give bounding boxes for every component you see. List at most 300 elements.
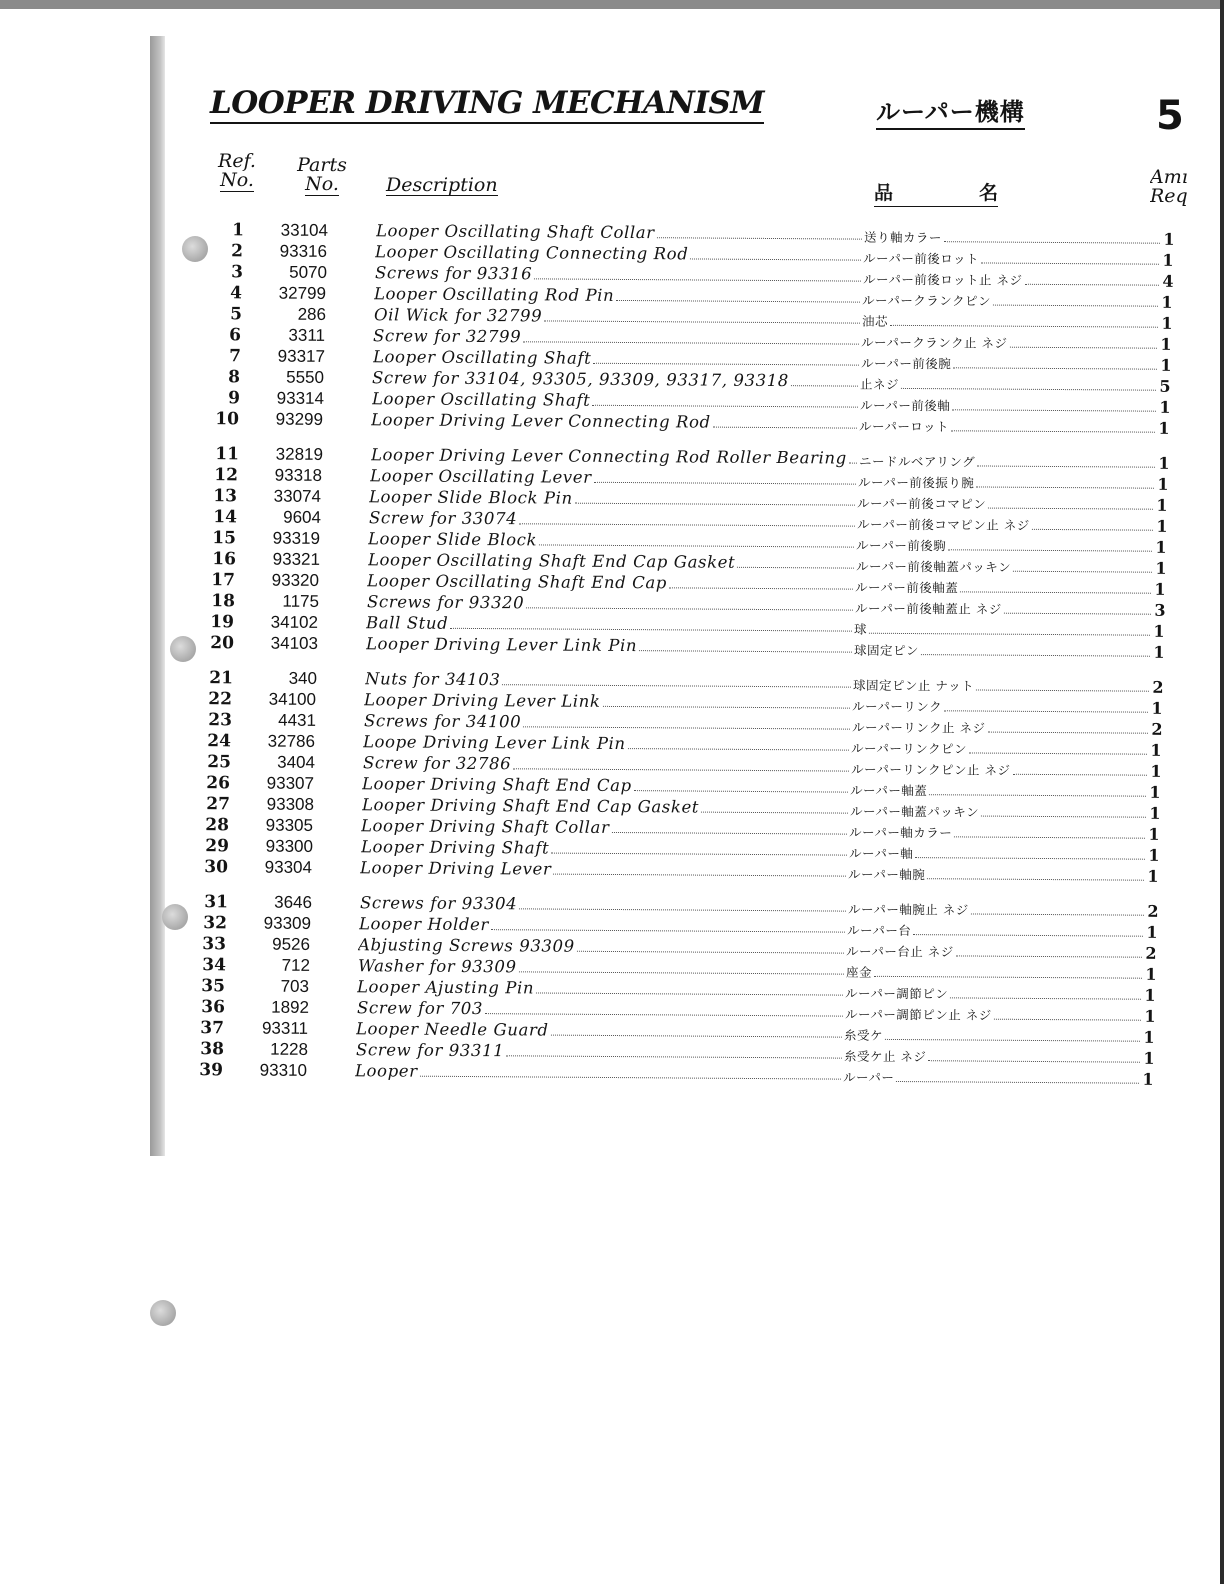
part-number: 4431 — [278, 710, 316, 730]
part-description-text: Looper Driving Lever Connecting Rod — [370, 410, 711, 432]
part-japanese-name — [864, 228, 1162, 248]
part-description — [374, 284, 862, 307]
part-description-text: Screw for 32799 — [373, 326, 522, 347]
part-description — [375, 263, 863, 286]
part-japanese-name-text: ルーパーリンク止 ネジ — [851, 719, 986, 736]
part-description-text: Looper Driving Lever Connecting Rod Roller Bearing — [370, 445, 847, 468]
page-number: 5 — [1156, 93, 1184, 139]
part-description — [358, 935, 846, 958]
part-description-text: Looper — [355, 1061, 418, 1081]
leader-dots — [944, 241, 1160, 244]
part-number: 93314 — [276, 388, 324, 408]
part-japanese-name-text: ルーパー軸腕 — [847, 866, 926, 883]
ref-number: 31 — [203, 892, 228, 913]
part-description-text: Screw for 33104, 93305, 93309, 93317, 93318 — [372, 368, 790, 391]
leader-dots — [961, 591, 1152, 593]
leader-dots — [970, 913, 1143, 915]
part-description — [369, 487, 857, 510]
quantity-required: 2 — [1152, 677, 1164, 697]
part-number: 34100 — [269, 689, 317, 709]
column-header-jp-char-2: 名 — [978, 182, 998, 204]
part-number: 93300 — [265, 836, 313, 856]
part-description-text: Looper Driving Lever Link — [364, 690, 602, 711]
part-description — [363, 753, 851, 776]
part-description-text: Screws for 34100 — [363, 711, 522, 732]
ref-number: 7 — [228, 346, 241, 367]
part-number: 5550 — [286, 367, 325, 387]
quantity-required: 1 — [1142, 1048, 1155, 1068]
leader-dots — [534, 278, 861, 281]
quantity-required: 1 — [1163, 229, 1175, 249]
leader-dots — [896, 1081, 1139, 1084]
part-number: 340 — [288, 668, 318, 688]
quantity-required: 1 — [1153, 621, 1165, 641]
part-japanese-name — [857, 515, 1155, 535]
ref-number: 10 — [215, 409, 240, 430]
part-japanese-name-text: ルーパー前後軸蓋止 ネジ — [854, 600, 1002, 617]
part-japanese-name — [862, 291, 1160, 311]
quantity-required: 1 — [1155, 537, 1167, 557]
part-description-text: Screw for 703 — [356, 998, 483, 1019]
part-japanese-name-text: ルーパークランク止 ネジ — [861, 334, 1008, 351]
quantity-required: 1 — [1155, 558, 1167, 578]
column-header-parts-no — [292, 156, 352, 194]
ref-number: 4 — [230, 283, 243, 304]
part-description-text: Looper Driving Lever Link Pin — [365, 634, 637, 656]
leader-dots — [890, 325, 1158, 328]
part-number: 93317 — [277, 346, 325, 366]
part-number: 34103 — [270, 633, 318, 653]
part-number: 3311 — [288, 325, 326, 345]
leader-dots — [930, 794, 1147, 797]
part-description — [359, 914, 847, 937]
column-header-ref-line2: No. — [220, 169, 254, 191]
quantity-required: 1 — [1161, 313, 1173, 333]
part-number: 93305 — [265, 815, 314, 835]
part-japanese-name-text: ルーパー前後振り腕 — [857, 474, 975, 491]
part-japanese-name — [850, 781, 1148, 801]
part-description — [362, 795, 850, 818]
ref-number: 5 — [229, 304, 242, 325]
leader-dots — [592, 405, 858, 408]
part-japanese-name-text: 球固定ピン止 ナット — [852, 677, 975, 694]
quantity-required: 1 — [1152, 642, 1165, 662]
part-description — [366, 613, 854, 636]
part-description — [356, 1019, 844, 1042]
part-japanese-name-text: ルーパー調節ピン — [845, 985, 949, 1002]
part-japanese-name-text: ルーパークランクピン — [862, 292, 992, 309]
leader-dots — [628, 748, 849, 751]
part-description — [355, 1061, 843, 1084]
leader-dots — [869, 633, 1150, 636]
ref-number: 27 — [205, 794, 230, 815]
part-number: 93299 — [275, 409, 324, 429]
leader-dots — [539, 544, 854, 547]
leader-dots — [945, 710, 1149, 712]
ref-number: 8 — [228, 367, 241, 388]
part-description — [359, 893, 847, 916]
part-description-text: Looper Slide Block Pin — [369, 487, 574, 508]
part-description-text: Screws for 93316 — [374, 263, 533, 284]
quantity-required: 1 — [1144, 1006, 1156, 1026]
leader-dots — [518, 971, 843, 974]
part-description-text: Looper Driving Shaft End Cap — [362, 774, 633, 796]
leader-dots — [874, 976, 1142, 979]
part-number: 34102 — [270, 612, 319, 632]
leader-dots — [989, 508, 1154, 510]
part-description-text: Looper Oscillating Shaft End Cap — [367, 571, 668, 593]
quantity-required: 1 — [1154, 579, 1166, 599]
part-description — [375, 242, 863, 265]
quantity-required: 1 — [1144, 985, 1156, 1005]
part-description — [356, 1040, 844, 1063]
part-description — [364, 690, 852, 713]
quantity-required: 1 — [1156, 516, 1168, 536]
part-description — [369, 508, 857, 531]
part-number: 9604 — [282, 507, 321, 527]
leader-dots — [920, 654, 1149, 657]
part-number: 712 — [281, 955, 310, 975]
quantity-required: 1 — [1150, 740, 1162, 760]
ref-number: 36 — [201, 997, 225, 1018]
leader-dots — [701, 812, 848, 814]
ref-number: 17 — [211, 570, 236, 591]
part-description — [370, 445, 858, 468]
part-japanese-name-text: ルーパー軸蓋 — [850, 782, 928, 799]
leader-dots — [491, 929, 845, 932]
leader-dots — [956, 955, 1142, 957]
leader-dots — [502, 684, 851, 687]
quantity-required: 2 — [1145, 943, 1157, 963]
part-description — [371, 410, 859, 433]
part-japanese-name — [849, 823, 1147, 843]
ref-number: 11 — [214, 444, 239, 465]
part-number: 93318 — [274, 465, 323, 485]
part-japanese-name-text: ルーパー前後駒 — [856, 537, 947, 554]
part-description — [358, 956, 846, 979]
part-description — [364, 711, 852, 734]
part-number: 33074 — [274, 486, 322, 506]
ref-number: 2 — [231, 241, 244, 262]
ref-number: 3 — [230, 262, 243, 283]
part-description-text: Abjusting Screws 93309 — [358, 935, 576, 956]
quantity-required: 1 — [1148, 824, 1160, 844]
leader-dots — [603, 706, 850, 709]
part-number: 93304 — [264, 857, 313, 877]
leader-dots — [1003, 613, 1150, 615]
part-description — [376, 221, 864, 244]
part-japanese-name-text: ルーパーリンクピン止 ネジ — [850, 761, 1011, 778]
part-description-text: Looper Oscillating Connecting Rod — [375, 242, 689, 264]
leader-dots — [969, 752, 1147, 754]
leader-dots — [976, 689, 1149, 691]
part-japanese-name — [855, 599, 1153, 619]
part-description — [372, 389, 860, 412]
quantity-required: 2 — [1151, 719, 1163, 739]
scan-edge-right — [1220, 0, 1224, 1584]
leader-dots — [713, 427, 857, 429]
part-japanese-name-text: ルーパーリンクピン — [851, 740, 968, 757]
part-japanese-name — [846, 963, 1144, 983]
ref-number: 24 — [207, 731, 232, 752]
part-description-text: Looper Oscillating Shaft Collar — [375, 221, 655, 243]
column-header-ref-no — [212, 152, 262, 190]
part-number: 33104 — [280, 220, 329, 240]
quantity-required: 1 — [1147, 845, 1160, 865]
column-header-amount-required — [1150, 168, 1190, 206]
part-description-text: Nuts for 34103 — [364, 669, 501, 690]
ref-number: 23 — [208, 710, 232, 731]
part-japanese-name — [859, 417, 1157, 437]
ref-number: 19 — [210, 612, 235, 633]
leader-dots — [634, 790, 848, 792]
part-number: 93311 — [262, 1018, 309, 1038]
part-japanese-name-text: ルーパーロット — [858, 418, 950, 435]
leader-dots — [639, 650, 852, 652]
part-japanese-name — [858, 452, 1156, 472]
leader-dots — [791, 385, 858, 386]
part-japanese-name — [845, 1005, 1143, 1025]
part-japanese-name — [860, 375, 1158, 395]
part-description — [363, 732, 851, 755]
part-description-text: Washer for 93309 — [357, 956, 517, 977]
part-japanese-name-text: ルーパー軸蓋パッキン — [849, 803, 979, 820]
part-japanese-name — [858, 473, 1156, 493]
part-description-text: Looper Holder — [358, 914, 489, 935]
leader-dots — [987, 732, 1147, 734]
part-description — [361, 816, 849, 839]
quantity-required: 1 — [1147, 866, 1159, 886]
leader-dots — [953, 367, 1157, 369]
part-description — [357, 977, 845, 1000]
part-japanese-name-text: ルーパー台 — [846, 922, 912, 939]
leader-dots — [885, 1039, 1140, 1042]
leader-dots — [575, 503, 855, 506]
leader-dots — [927, 878, 1144, 881]
leader-dots — [450, 628, 852, 632]
part-japanese-name — [862, 312, 1160, 332]
column-header-parts-line2: No. — [305, 173, 339, 195]
part-japanese-name-text: 球固定ピン — [853, 642, 919, 659]
part-description — [357, 998, 845, 1021]
leader-dots — [612, 832, 848, 835]
part-japanese-name — [851, 760, 1149, 780]
part-japanese-name — [863, 249, 1161, 269]
part-description-text: Oil Wick for 32799 — [373, 305, 543, 326]
quantity-required: 1 — [1142, 1069, 1154, 1089]
part-japanese-name — [854, 620, 1152, 640]
part-description — [372, 368, 860, 391]
part-japanese-name — [845, 984, 1143, 1004]
part-description — [374, 305, 862, 328]
leader-dots — [901, 388, 1156, 391]
part-japanese-name-text: ルーパー前後コマピン — [857, 495, 987, 512]
part-japanese-name — [861, 354, 1159, 374]
part-japanese-name-text: 球 — [854, 621, 868, 637]
part-japanese-name — [853, 641, 1151, 661]
quantity-required: 4 — [1162, 271, 1174, 291]
part-japanese-name-text: ルーパー前後軸蓋 — [855, 579, 959, 596]
part-japanese-name — [847, 921, 1145, 941]
part-description-text: Screw for 93311 — [355, 1040, 504, 1061]
quantity-required: 1 — [1150, 761, 1162, 781]
column-header-description: Description — [386, 174, 498, 196]
ref-number: 30 — [204, 857, 229, 878]
leader-dots — [993, 305, 1158, 307]
part-description-text: Screws for 93304 — [359, 893, 517, 914]
part-number: 32786 — [268, 731, 316, 751]
binder-strip — [150, 36, 165, 1156]
part-japanese-name-text: ルーパー前後腕 — [860, 355, 952, 372]
part-number: 93316 — [280, 241, 328, 261]
part-japanese-name — [856, 536, 1154, 556]
part-description-text: Screws for 93320 — [366, 592, 525, 613]
leader-dots — [954, 836, 1145, 838]
leader-dots — [523, 726, 850, 729]
scan-edge-top — [0, 0, 1224, 9]
part-number: 703 — [280, 976, 310, 996]
leader-dots — [536, 992, 843, 995]
leader-dots — [593, 363, 859, 366]
leader-dots — [1032, 529, 1153, 531]
part-number: 32799 — [279, 283, 327, 303]
part-description-text: Looper Slide Block — [368, 529, 538, 550]
ref-number: 9 — [227, 388, 240, 409]
leader-dots — [1010, 347, 1157, 349]
ref-number: 12 — [214, 465, 239, 486]
part-japanese-name — [847, 900, 1145, 920]
leader-dots — [513, 768, 849, 771]
quantity-required: 1 — [1158, 397, 1171, 417]
part-description-text: Looper Ajusting Pin — [357, 977, 535, 998]
leader-dots — [928, 1060, 1140, 1062]
leader-dots — [976, 486, 1154, 488]
ref-number: 34 — [202, 955, 226, 976]
quantity-required: 5 — [1159, 376, 1171, 396]
part-japanese-name — [851, 739, 1149, 759]
leader-dots — [523, 341, 859, 344]
ref-number: 20 — [209, 633, 234, 654]
part-description-text: Looper Needle Guard — [356, 1019, 549, 1040]
part-number: 3646 — [273, 892, 312, 912]
quantity-required: 2 — [1146, 901, 1159, 921]
leader-dots — [577, 951, 844, 954]
column-header-jp-char-1: 品 — [874, 182, 894, 204]
ref-number: 14 — [213, 507, 237, 528]
leader-dots — [691, 258, 862, 260]
quantity-required: 1 — [1149, 782, 1161, 802]
quantity-required: 1 — [1149, 803, 1161, 823]
part-japanese-name — [852, 718, 1150, 738]
page-title-japanese: ルーパー機構 — [876, 96, 1025, 130]
part-japanese-name-text: ルーパー — [843, 1069, 895, 1085]
leader-dots — [1013, 571, 1152, 573]
part-description-text: Looper Driving Shaft End Cap Gasket — [361, 795, 699, 817]
part-number: 93310 — [259, 1060, 308, 1080]
part-description-text: Screw for 32786 — [362, 753, 512, 774]
part-japanese-name — [844, 1047, 1142, 1067]
part-japanese-name-text: 止ネジ — [860, 376, 900, 392]
ref-number: 21 — [209, 668, 234, 689]
part-japanese-name-text: ルーパー前後コマピン止 ネジ — [856, 516, 1030, 533]
leader-dots — [551, 1035, 842, 1038]
part-description-text: Ball Stud — [366, 613, 449, 633]
part-japanese-name — [844, 1026, 1142, 1046]
part-japanese-name-text: ルーパー調節ピン止 ネジ — [844, 1006, 992, 1023]
leader-dots — [915, 857, 1145, 860]
part-number: 93321 — [272, 549, 320, 569]
part-number: 9526 — [272, 934, 311, 954]
leader-dots — [551, 853, 847, 856]
ref-number: 38 — [199, 1039, 224, 1060]
leader-dots — [519, 908, 846, 911]
leader-dots — [553, 874, 846, 877]
leader-dots — [526, 607, 853, 610]
leader-dots — [737, 567, 854, 569]
ref-number: 39 — [199, 1060, 224, 1081]
ref-number: 35 — [201, 976, 226, 997]
part-description-text: Screw for 33074 — [368, 508, 518, 529]
part-japanese-name-text: ルーパー前後ロット — [863, 250, 980, 267]
leader-dots — [519, 523, 855, 526]
quantity-required: 3 — [1153, 600, 1166, 620]
part-number: 93319 — [272, 528, 321, 548]
column-header-amount-line2: Req — [1150, 185, 1188, 206]
leader-dots — [848, 463, 856, 464]
leader-dots — [951, 430, 1155, 432]
part-japanese-name — [861, 333, 1159, 353]
part-description — [373, 347, 861, 370]
part-description — [365, 669, 853, 692]
quantity-required: 1 — [1151, 698, 1164, 718]
leader-dots — [657, 237, 862, 239]
leader-dots — [982, 262, 1160, 264]
quantity-required: 1 — [1145, 964, 1157, 984]
part-number: 5070 — [289, 262, 327, 282]
part-description-text: Looper Driving Lever — [359, 858, 552, 879]
part-japanese-name — [856, 557, 1154, 577]
part-japanese-name-text: 糸受ケ — [844, 1027, 884, 1043]
part-japanese-name — [863, 270, 1161, 290]
part-number: 93320 — [271, 570, 320, 590]
part-japanese-name-text: 油芯 — [861, 313, 888, 329]
part-number: 93309 — [263, 913, 312, 933]
part-japanese-name-text: ルーパー前後軸蓋パッキン — [855, 558, 1012, 575]
leader-dots — [951, 997, 1142, 999]
part-description — [362, 774, 850, 797]
part-description — [373, 326, 861, 349]
ref-number: 13 — [213, 486, 238, 507]
ref-number: 16 — [212, 549, 236, 570]
part-description — [360, 858, 848, 881]
ref-number: 25 — [207, 752, 231, 773]
part-number: 1175 — [282, 591, 319, 611]
part-number: 93308 — [266, 794, 314, 814]
leader-dots — [977, 465, 1155, 467]
part-description-text: Looper Driving Shaft — [360, 837, 549, 858]
punch-hole-4 — [150, 1300, 176, 1326]
ref-number: 28 — [205, 815, 230, 836]
part-number: 93307 — [266, 773, 315, 793]
ref-number: 6 — [229, 325, 242, 346]
part-japanese-name-text: ルーパー前後軸 — [859, 397, 951, 414]
quantity-required: 1 — [1161, 292, 1173, 312]
part-japanese-name — [857, 494, 1155, 514]
quantity-required: 1 — [1157, 453, 1170, 473]
column-header-amount-line1: Amı — [1150, 168, 1188, 188]
ref-number: 32 — [203, 913, 228, 934]
page-title: LOOPER DRIVING MECHANISM — [210, 84, 764, 124]
